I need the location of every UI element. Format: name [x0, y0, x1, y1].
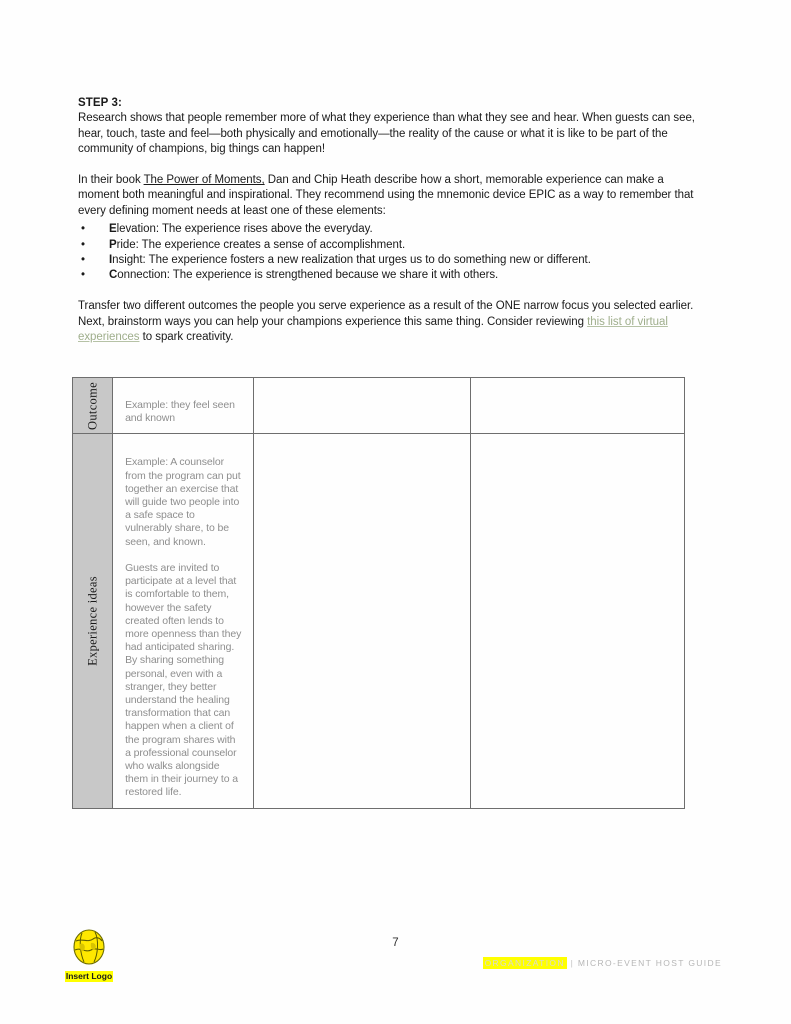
- book-paragraph-tail: Dan and Chip Heath describe how a short, memorable experience can make a moment both meaningful and inspirational. They recommend using the mnemonic device EPIC as a way to remember that every defining moment needs at least one of these elements:: [78, 174, 694, 217]
- list-item: [78, 238, 703, 253]
- virtual-experiences-link[interactable]: this list of virtual experiences: [78, 315, 668, 344]
- page-number: 7: [392, 937, 399, 949]
- row-label-experience-ideas: [73, 434, 113, 808]
- list-item: [78, 253, 703, 268]
- cell-body: [113, 378, 253, 433]
- table-row: [73, 434, 685, 808]
- bullet-initial: P: [109, 238, 117, 251]
- cell-body: [113, 434, 253, 807]
- experience-entry-cell-1[interactable]: [254, 434, 470, 808]
- list-item: [78, 268, 703, 283]
- footer-separator: |: [566, 958, 578, 968]
- example-text: Example: they feel seen and known: [125, 399, 235, 425]
- bullet-marker: •: [81, 269, 85, 282]
- page-footer: [0, 925, 791, 1005]
- intro-paragraph: Research shows that people remember more of what they experience than what they see and hear. When guests can see, hear, touch, taste and feel—both physically and emotionally—the reality of the cause or what it is like to be part of the community of champions, big things can happen!: [78, 112, 695, 156]
- worksheet-table: [72, 377, 685, 809]
- outcome-entry-cell-1[interactable]: [254, 378, 470, 434]
- logo-caption: Insert Logo: [65, 971, 113, 981]
- document-body: [78, 96, 703, 345]
- experience-example-cell: [113, 434, 254, 808]
- paragraph-spacer: [78, 158, 703, 173]
- bullet-text: nsight: The experience fosters a new realization that urges us to do something new or different.: [112, 254, 591, 267]
- epic-bullet-list: [78, 222, 703, 284]
- row-label-text: Outcome: [85, 381, 100, 430]
- list-item: [78, 222, 703, 237]
- bullet-marker: •: [81, 254, 85, 267]
- outcome-entry-cell-2[interactable]: [470, 378, 684, 434]
- bullet-marker: •: [81, 223, 85, 236]
- bullet-initial: I: [109, 254, 113, 267]
- footer-guide-label: [483, 958, 722, 968]
- experience-entry-cell-2[interactable]: [470, 434, 684, 808]
- book-paragraph: [78, 173, 703, 219]
- bullet-text: onnection: The experience is strengthened because we share it with others.: [117, 269, 499, 282]
- book-title: The Power of Moments,: [143, 174, 265, 187]
- organization-placeholder: ORGANIZATION: [484, 958, 565, 968]
- example-text: Guests are invited to participate at a level that is comfortable to them, however the safety created often lends to more openness than they had anticipated sharing. By sharing something personal, even with a stranger, they better understand the healing transformation that can happen when a client of the program shares with a professional counselor who walks alongside them in their journey to a restored life.: [125, 562, 242, 799]
- step-heading: STEP 3:: [78, 97, 122, 109]
- bullet-initial: E: [109, 223, 117, 236]
- guide-title: MICRO-EVENT HOST GUIDE: [577, 958, 722, 968]
- instructions-paragraph: [78, 299, 703, 345]
- bullet-initial: C: [109, 269, 118, 282]
- bullet-marker: •: [81, 238, 85, 251]
- table-row: [73, 378, 685, 434]
- instructions-lead: Transfer two different outcomes the people you serve experience as a result of the ONE narrow focus you selected earlier. Next, brainstorm ways you can help your champions experience this same thing. Consider reviewing: [78, 300, 694, 328]
- paragraph-spacer: [78, 284, 703, 299]
- example-text: Example: A counselor from the program can put together an exercise that will guide two people into a safe space to vulnerably share, to be seen, and known.: [125, 456, 241, 548]
- book-paragraph-lead: In their book: [78, 174, 144, 187]
- bullet-text: levation: The experience rises above the everyday.: [116, 223, 373, 236]
- instructions-tail: to spark creativity.: [139, 331, 234, 344]
- row-label-outcome: [73, 378, 113, 434]
- bullet-text: ride: The experience creates a sense of accomplishment.: [116, 238, 406, 251]
- row-label-text: Experience ideas: [85, 576, 100, 666]
- outcome-example-cell: [113, 378, 254, 434]
